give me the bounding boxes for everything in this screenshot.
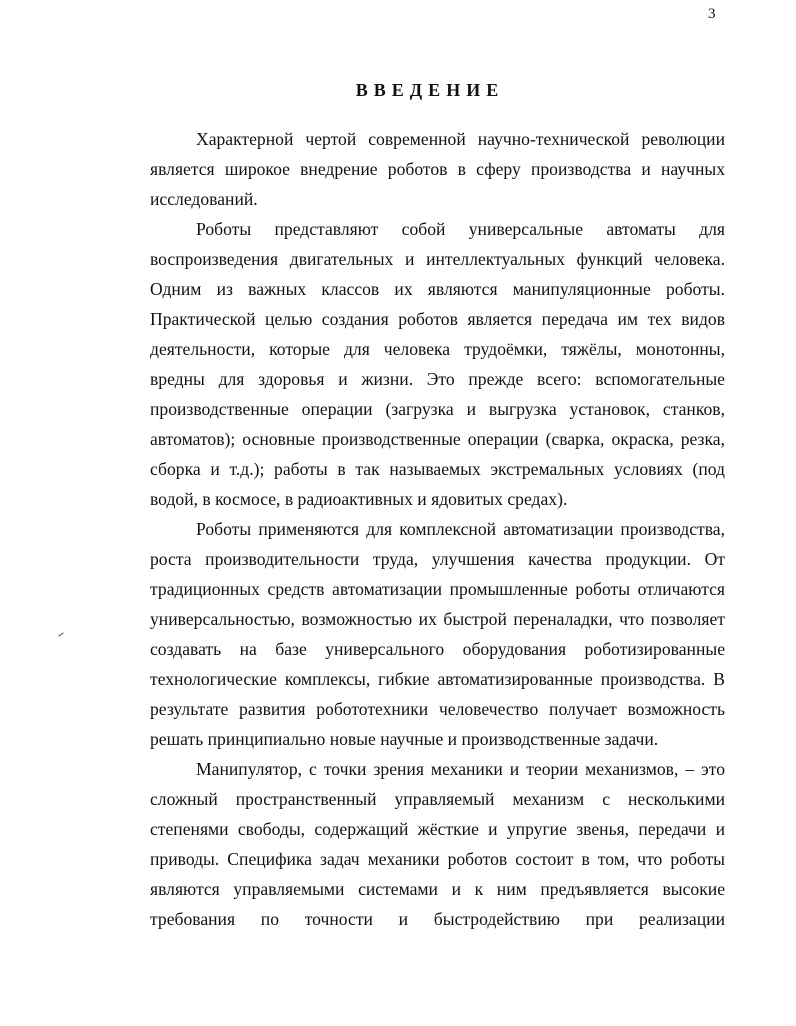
page-number: 3 bbox=[708, 6, 716, 22]
text-line: Одним из важных классов их являются манипуляционные роботы. bbox=[150, 279, 725, 299]
text-line: Практической целью создания роботов является передача им тех видов bbox=[150, 309, 725, 329]
text-line: степенями свободы, содержащий жёсткие и упругие звенья, передачи и bbox=[150, 819, 725, 839]
text-line: создавать на базе универсального оборудования роботизированные bbox=[150, 639, 725, 659]
text-line: требования по точности и быстродействию при реализации bbox=[150, 909, 725, 929]
document-body bbox=[150, 124, 725, 934]
text-line: производственные операции (загрузка и выгрузка установок, станков, bbox=[150, 399, 725, 419]
text-line: деятельности, которые для человека трудоёмки, тяжёлы, монотонны, bbox=[150, 339, 725, 359]
text-line: Роботы применяются для комплексной автоматизации производства, bbox=[196, 519, 725, 539]
text-line: является широкое внедрение роботов в сферу производства и научных bbox=[150, 159, 725, 179]
text-line: универсальностью, возможностью их быстрой переналадки, что позволяет bbox=[150, 609, 725, 629]
paragraph bbox=[150, 214, 725, 514]
text-line: результате развития робототехники человечество получает возможность bbox=[150, 699, 725, 719]
text-line: автоматов); основные производственные операции (сварка, окраска, резка, bbox=[150, 429, 725, 449]
text-line: воспроизведения двигательных и интеллектуальных функций человека. bbox=[150, 249, 725, 269]
section-title: ВВЕДЕНИЕ bbox=[355, 80, 505, 100]
text-line: традиционных средств автоматизации промышленные роботы отличаются bbox=[150, 579, 725, 599]
text-line: водой, в космосе, в радиоактивных и ядовитых средах). bbox=[150, 489, 568, 509]
text-line: сложный пространственный управляемый механизм с несколькими bbox=[150, 789, 725, 809]
text-line: решать принципиально новые научные и производственные задачи. bbox=[150, 729, 659, 749]
text-line: сборка и т.д.); работы в так называемых экстремальных условиях (под bbox=[150, 459, 725, 479]
text-line: роста производительности труда, улучшения качества продукции. От bbox=[150, 549, 725, 569]
text-line: вредны для здоровья и жизни. Это прежде всего: вспомогательные bbox=[150, 369, 725, 389]
text-line: Манипулятор, с точки зрения механики и теории механизмов, – это bbox=[196, 759, 725, 779]
text-line: Характерной чертой современной научно-технической революции bbox=[196, 129, 725, 149]
text-line: исследований. bbox=[150, 189, 258, 209]
paragraph bbox=[150, 754, 725, 934]
paragraph bbox=[150, 124, 725, 214]
text-line: являются управляемыми системами и к ним предъявляется высокие bbox=[150, 879, 725, 899]
text-line: технологические комплексы, гибкие автоматизированные производства. В bbox=[150, 669, 725, 689]
text-line: Роботы представляют собой универсальные автоматы для bbox=[196, 219, 725, 239]
text-line: приводы. Специфика задач механики роботов состоит в том, что роботы bbox=[150, 849, 725, 869]
paragraph bbox=[150, 514, 725, 754]
scan-mark bbox=[58, 632, 63, 636]
